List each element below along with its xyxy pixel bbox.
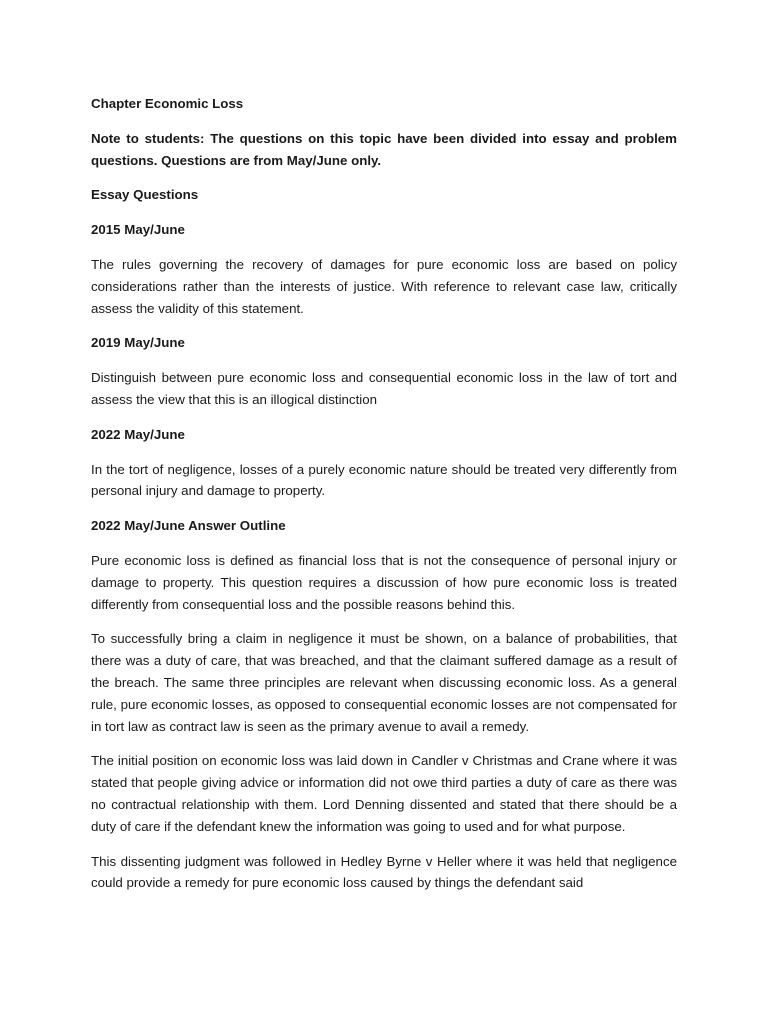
question-2019: Distinguish between pure economic loss and consequential economic loss in the law of tort and assess the view that this is an illogical distinction	[91, 370, 677, 407]
heading-2022: 2022 May/June	[91, 426, 185, 442]
answer-paragraph: The initial position on economic loss was laid down in Candler v Christmas and Crane where it was stated that people giving advice or information did not owe third parties a duty of care as there was no contractual relationship with them. Lord Denning dissented and stated that there should be a duty of care if the defendant knew the information was going to used and for what purpose.	[91, 753, 677, 834]
answer-paragraph: This dissenting judgment was followed in Hedley Byrne v Heller where it was held that negligence could provide a remedy for pure economic loss caused by things the defendant said	[91, 853, 677, 891]
heading-2015: 2015 May/June	[91, 222, 185, 238]
section-heading-essay-questions: Essay Questions	[91, 187, 199, 203]
question-2022: In the tort of negligence, losses of a purely economic nature should be treated very differently from personal injury and damage to property.	[91, 461, 677, 499]
note-to-students: Note to students: The questions on this topic have been divided into essay and problem questions. Questions are from May/June only.	[91, 130, 677, 168]
document-page	[91, 93, 677, 907]
heading-2022-answer-outline: 2022 May/June Answer Outline	[91, 518, 286, 534]
answer-paragraph: Pure economic loss is defined as financial loss that is not the consequence of personal injury or damage to property. This question requires a discussion of how pure economic loss is treated differently from consequential loss and the possible reasons behind this.	[91, 552, 677, 612]
chapter-title: Chapter Economic Loss	[91, 96, 244, 111]
heading-2019: 2019 May/June	[91, 335, 185, 351]
answer-paragraph: To successfully bring a claim in negligence it must be shown, on a balance of probabilities, that there was a duty of care, that was breached, and that the claimant suffered damage as a result of the breach. The same three principles are relevant when discussing economic loss. As a general rule, pure economic losses, as opposed to consequential economic losses are not compensated for in tort law as contract law is seen as the primary avenue to avail a remedy.	[91, 631, 677, 734]
question-2015: The rules governing the recovery of damages for pure economic loss are based on policy considerations rather than the interests of justice. With reference to relevant case law, critically assess the validity of this statement.	[91, 256, 677, 316]
